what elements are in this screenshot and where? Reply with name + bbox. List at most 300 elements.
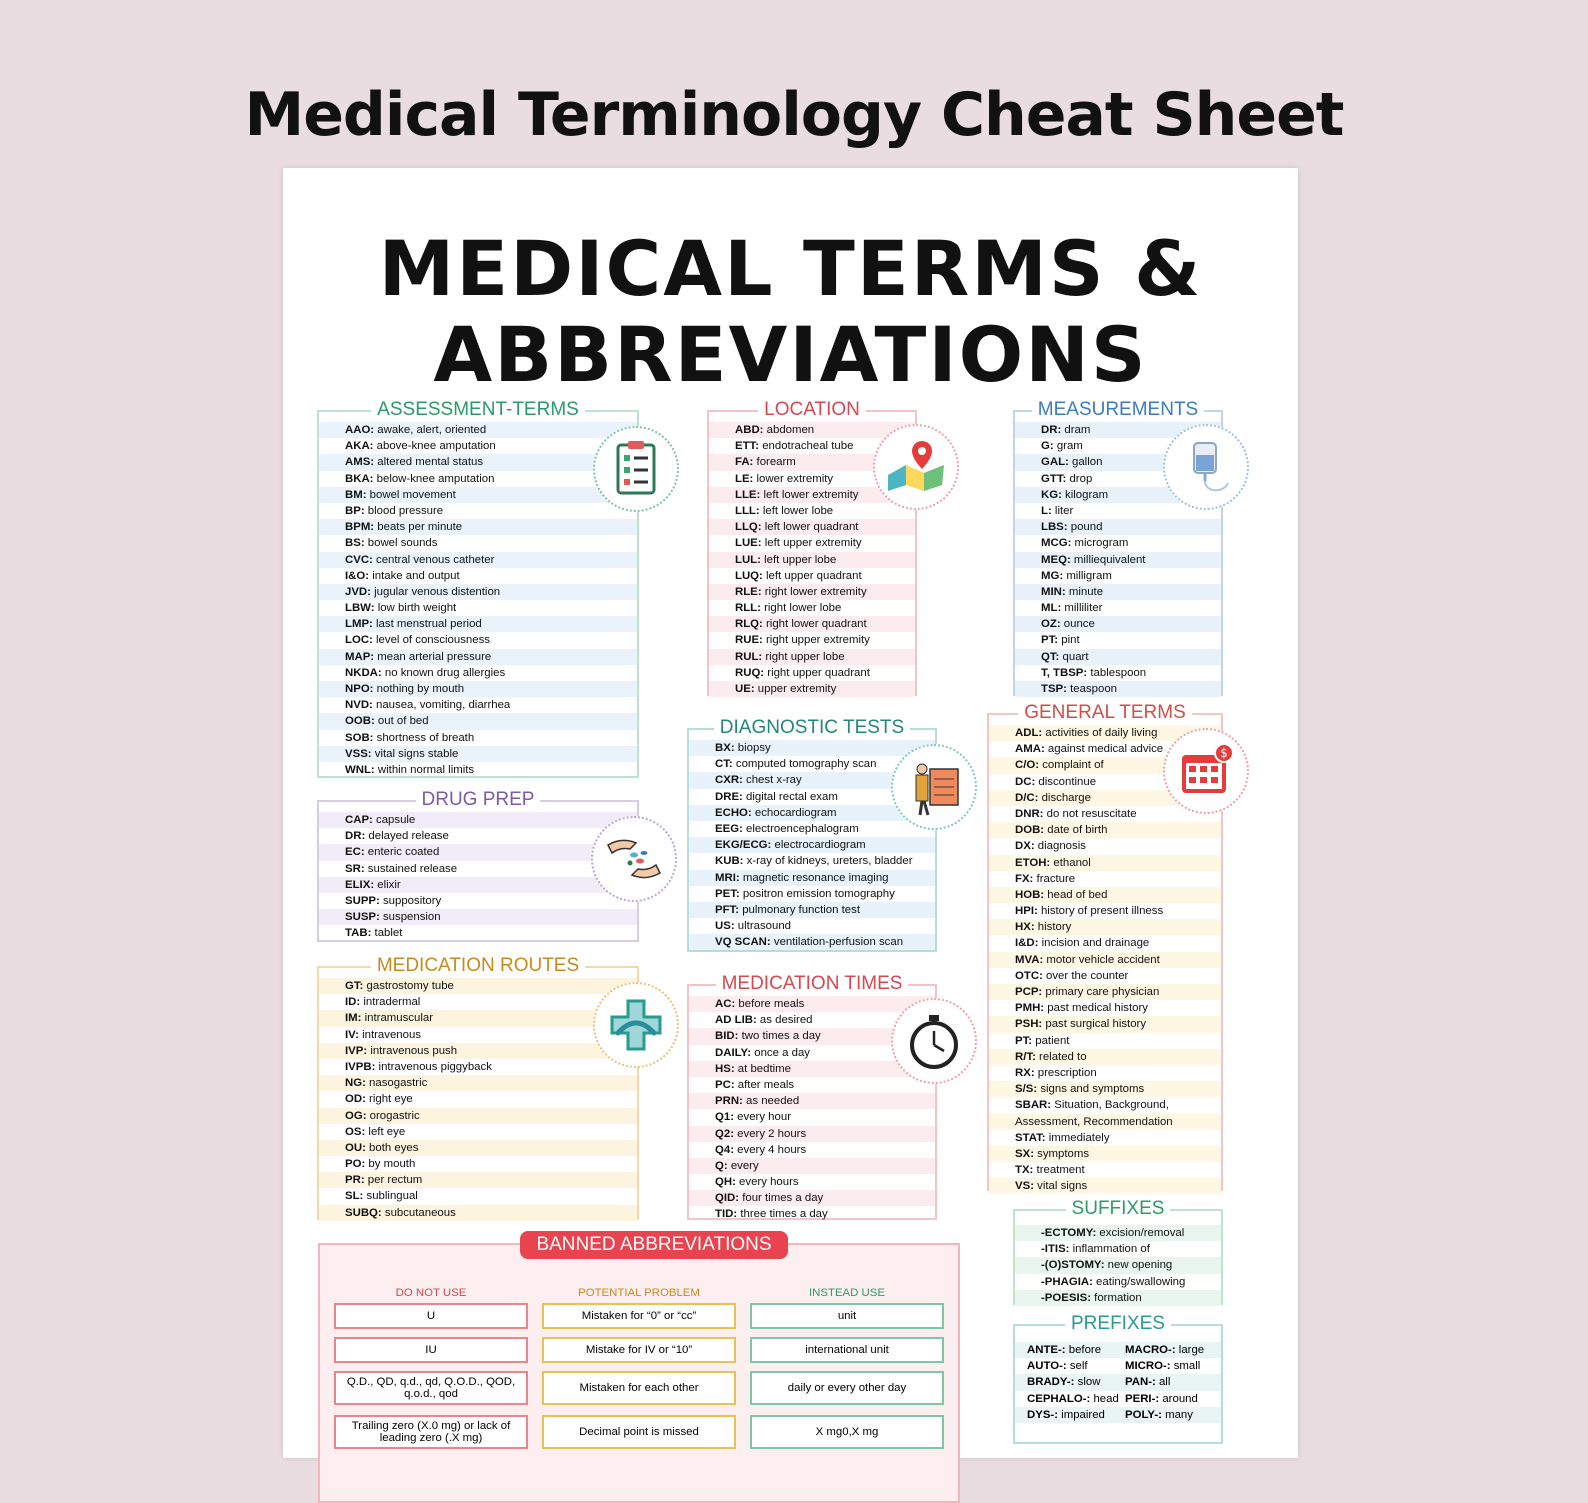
term-row [709, 535, 915, 551]
banned-cell: IU [334, 1337, 528, 1363]
term-definition: within normal limits [374, 763, 475, 776]
term-abbreviation: LOC: [345, 634, 373, 647]
prefix-row [1015, 1342, 1221, 1358]
term-abbreviation: -POESIS: [1041, 1291, 1092, 1304]
svg-text:$: $ [1220, 746, 1228, 760]
term-row [319, 762, 637, 778]
term-abbreviation: TID: [715, 1208, 738, 1221]
term-definition: enteric coated [364, 846, 440, 859]
term-row [989, 822, 1221, 838]
term-definition: once a day [751, 1046, 810, 1059]
term-definition: gallon [1068, 456, 1103, 469]
term-abbreviation: QID: [715, 1192, 740, 1205]
term-row [319, 1156, 637, 1172]
term-definition: complaint of [1039, 759, 1104, 772]
term-definition: intravenous piggyback [375, 1060, 492, 1073]
term-abbreviation: ELIX: [345, 878, 375, 891]
term-definition: both eyes [365, 1141, 419, 1154]
term-definition: subcutaneous [381, 1206, 456, 1219]
term-abbreviation: MEQ: [1041, 553, 1071, 566]
term-row [1015, 1225, 1221, 1241]
prefix-row [1015, 1391, 1221, 1407]
term-definition: endotracheal tube [759, 440, 854, 453]
prefix-row [1015, 1407, 1221, 1423]
term-row [319, 1091, 637, 1107]
term-definition: right upper quadrant [764, 666, 870, 679]
term-definition: digital rectal exam [742, 790, 838, 803]
term-abbreviation: ETOH: [1015, 856, 1051, 869]
term-definition: left upper extremity [761, 537, 862, 550]
term-definition: left lower lobe [759, 504, 834, 517]
term-abbreviation: NVD: [345, 699, 373, 712]
term-row [689, 1093, 935, 1109]
term-abbreviation: RLE: [735, 585, 762, 598]
term-abbreviation: LUQ: [735, 569, 763, 582]
term-abbreviation: I&O: [345, 569, 370, 582]
term-abbreviation: OZ: [1041, 618, 1061, 631]
term-abbreviation: AMS: [345, 456, 375, 469]
term-abbreviation: TSP: [1041, 683, 1067, 695]
banned-abbreviations-section [318, 1234, 960, 1503]
term-definition: mean arterial pressure [374, 650, 492, 663]
term-abbreviation: OU: [345, 1141, 366, 1154]
term-definition: bowel sounds [364, 537, 438, 550]
term-row [689, 1174, 935, 1190]
term-definition: motor vehicle accident [1043, 953, 1160, 966]
term-definition: every 4 hours [734, 1143, 807, 1156]
term-abbreviation: HPI: [1015, 905, 1038, 918]
term-row [319, 994, 637, 1010]
term-row [689, 837, 935, 853]
term-abbreviation: SR: [345, 862, 365, 875]
term-row [689, 1190, 935, 1206]
banned-cell: U [334, 1303, 528, 1329]
term-row [319, 893, 637, 909]
term-definition: past surgical history [1042, 1018, 1147, 1031]
term-definition: nothing by mouth [373, 683, 465, 695]
drug-prep-section [317, 789, 639, 942]
term-abbreviation: QT: [1041, 650, 1060, 663]
term-definition: teaspoon [1066, 683, 1117, 695]
term-abbreviation: BID: [715, 1030, 739, 1043]
term-definition: against medical advice [1044, 743, 1164, 756]
term-definition: shortness of breath [373, 731, 475, 744]
term-row [689, 1109, 935, 1125]
term-abbreviation: DAILY: [715, 1046, 752, 1059]
term-abbreviation: PO: [345, 1158, 366, 1171]
term-row [989, 871, 1221, 887]
term-definition: pint [1058, 634, 1080, 647]
term-row [1015, 600, 1221, 616]
section-title: DRUG PREP [319, 789, 637, 811]
term-row [989, 855, 1221, 871]
term-abbreviation: -ECTOMY: [1041, 1227, 1097, 1239]
term-abbreviation: AMA: [1015, 743, 1045, 756]
term-row [989, 1178, 1221, 1194]
term-abbreviation: PT: [1041, 634, 1059, 647]
term-abbreviation: LLQ: [735, 521, 762, 534]
term-definition: symptoms [1034, 1147, 1090, 1160]
term-row [689, 886, 935, 902]
term-row [1015, 535, 1221, 551]
prefix-item: PERI-: around [1125, 1392, 1198, 1405]
term-definition: orogastric [366, 1109, 420, 1122]
term-abbreviation: ADL: [1015, 727, 1043, 739]
term-definition: right eye [365, 1093, 413, 1106]
term-definition: forearm [753, 456, 796, 469]
term-abbreviation: HS: [715, 1062, 735, 1075]
term-row [709, 552, 915, 568]
term-definition: delayed release [365, 830, 449, 843]
term-definition: do not resuscitate [1043, 807, 1137, 820]
term-row [319, 584, 637, 600]
term-row [989, 838, 1221, 854]
banned-cell: Mistaken for “0” or “cc” [542, 1303, 736, 1329]
term-definition: low birth weight [374, 602, 457, 615]
term-definition: vital signs stable [371, 747, 459, 760]
term-row [319, 616, 637, 632]
term-row [1015, 649, 1221, 665]
term-row [319, 1124, 637, 1140]
term-abbreviation: VQ SCAN: [715, 936, 771, 949]
term-abbreviation: ETT: [735, 440, 760, 453]
term-row [709, 681, 915, 697]
term-abbreviation: SX: [1015, 1147, 1034, 1160]
term-abbreviation: DC: [1015, 775, 1036, 788]
term-row [319, 877, 637, 893]
term-abbreviation: ABD: [735, 424, 764, 436]
term-definition: at bedtime [734, 1062, 791, 1075]
term-abbreviation: GTT: [1041, 472, 1067, 485]
term-abbreviation: MVA: [1015, 953, 1044, 966]
term-abbreviation: DR: [345, 830, 366, 843]
term-definition: right lower quadrant [762, 618, 867, 631]
term-definition: pound [1067, 521, 1103, 534]
term-definition: abdomen [763, 424, 815, 436]
term-definition: out of bed [374, 715, 429, 728]
term-definition: every 2 hours [734, 1127, 807, 1140]
term-abbreviation: RUL: [735, 650, 763, 663]
term-abbreviation: US: [715, 920, 735, 933]
term-row [989, 1033, 1221, 1049]
term-definition: Situation, Background, [1051, 1099, 1169, 1112]
term-row [319, 1010, 637, 1026]
term-row [989, 1000, 1221, 1016]
banned-cell: Mistaken for each other [542, 1371, 736, 1405]
term-row [319, 861, 637, 877]
term-row [319, 1205, 637, 1221]
term-definition: primary care physician [1042, 986, 1160, 998]
calendar-icon [1163, 728, 1249, 814]
term-row [319, 649, 637, 665]
term-row [989, 1162, 1221, 1178]
pills-hands-icon [591, 816, 677, 902]
term-row [989, 1146, 1221, 1162]
prefixes-section [1013, 1313, 1223, 1444]
term-row [319, 471, 637, 487]
term-definition: intravenous [358, 1028, 421, 1041]
section-title: MEDICATION ROUTES [319, 955, 637, 977]
term-row [319, 1140, 637, 1156]
term-list [319, 422, 637, 778]
term-definition: minute [1065, 585, 1104, 598]
section-title: MEASUREMENTS [1015, 399, 1221, 421]
term-definition: gram [1053, 440, 1083, 453]
term-abbreviation: OOB: [345, 715, 375, 728]
term-definition: left upper quadrant [762, 569, 862, 582]
term-definition: computed tomography scan [732, 758, 877, 771]
term-abbreviation: DX: [1015, 840, 1035, 853]
term-abbreviation: PSH: [1015, 1018, 1043, 1031]
term-abbreviation: IVP: [345, 1044, 368, 1057]
term-row [689, 870, 935, 886]
doctor-chart-icon [891, 744, 977, 830]
medical-cross-icon [593, 982, 679, 1068]
banned-cell: Trailing zero (X.0 mg) or lack of leading zero (.X mg) [334, 1415, 528, 1449]
term-abbreviation: PMH: [1015, 1002, 1045, 1015]
term-abbreviation: JVD: [345, 585, 371, 598]
term-definition: four times a day [739, 1192, 824, 1205]
term-row [319, 925, 637, 941]
term-definition: per rectum [364, 1174, 423, 1187]
term-definition: intravenous push [367, 1044, 458, 1057]
term-row [319, 454, 637, 470]
term-abbreviation: S/S: [1015, 1083, 1038, 1096]
term-row [319, 1172, 637, 1188]
term-abbreviation: T, TBSP: [1041, 666, 1088, 679]
term-definition: before meals [735, 998, 805, 1010]
term-row [989, 1049, 1221, 1065]
term-row [989, 984, 1221, 1000]
term-definition: upper extremity [754, 683, 837, 695]
banned-cell: Q.D., QD, q.d., qd, Q.O.D., QOD, q.o.d., qod [334, 1371, 528, 1405]
term-abbreviation: MG: [1041, 569, 1064, 582]
term-row [319, 1188, 637, 1204]
term-abbreviation: TAB: [345, 927, 372, 940]
term-definition: diagnosis [1034, 840, 1086, 853]
term-abbreviation: MCG: [1041, 537, 1072, 550]
term-definition: left eye [365, 1125, 406, 1138]
assessment-terms-section [317, 399, 639, 778]
term-abbreviation: SUPP: [345, 894, 380, 907]
term-abbreviation: OTC: [1015, 969, 1043, 982]
term-abbreviation: HX: [1015, 921, 1035, 934]
term-row [319, 1043, 637, 1059]
term-definition: ethanol [1050, 856, 1091, 869]
prefix-item: ANTE-: before [1027, 1344, 1102, 1356]
term-row [989, 919, 1221, 935]
term-abbreviation: BX: [715, 742, 735, 754]
term-row [1015, 665, 1221, 681]
term-definition: every [727, 1159, 759, 1172]
section-title: DIAGNOSTIC TESTS [689, 717, 935, 739]
term-row [319, 812, 637, 828]
term-row [989, 1016, 1221, 1032]
potential-problem-header: POTENTIAL PROBLEM [542, 1287, 736, 1299]
term-row [689, 1158, 935, 1174]
term-definition: head of bed [1044, 888, 1108, 901]
term-row [319, 600, 637, 616]
term-row [1015, 1274, 1221, 1290]
term-row [689, 902, 935, 918]
prefix-item: AUTO-: self [1027, 1360, 1088, 1373]
term-abbreviation: MAP: [345, 650, 375, 663]
term-definition: below-knee amputation [373, 472, 495, 485]
term-abbreviation: SBAR: [1015, 1099, 1052, 1112]
term-row [319, 503, 637, 519]
term-abbreviation: PR: [345, 1174, 365, 1187]
term-definition: central venous catheter [372, 553, 495, 566]
term-definition: echocardiogram [751, 806, 837, 819]
term-row [319, 1059, 637, 1075]
term-abbreviation: DOB: [1015, 824, 1045, 837]
term-definition: electrocardiogram [771, 839, 866, 852]
term-definition: elixir [374, 878, 401, 891]
term-abbreviation: BPM: [345, 521, 375, 534]
term-abbreviation: SL: [345, 1190, 364, 1203]
term-row [1015, 568, 1221, 584]
term-definition: above-knee amputation [373, 440, 496, 453]
term-abbreviation: BP: [345, 504, 365, 517]
term-abbreviation: OD: [345, 1093, 366, 1106]
term-definition: level of consciousness [372, 634, 490, 647]
term-definition: intake and output [369, 569, 460, 582]
prefix-item: POLY-: many [1125, 1408, 1193, 1421]
term-definition: history of present illness [1037, 905, 1164, 918]
term-row [689, 821, 935, 837]
term-definition: right lower extremity [761, 585, 867, 598]
term-abbreviation: CXR: [715, 774, 743, 787]
term-row [989, 887, 1221, 903]
term-row [989, 1081, 1221, 1097]
term-definition: as needed [742, 1095, 800, 1108]
term-definition: intradermal [360, 996, 421, 1009]
term-definition: left lower quadrant [761, 521, 859, 534]
term-definition: no known drug allergies [381, 666, 506, 679]
section-title: PREFIXES [1015, 1313, 1221, 1335]
banned-cell: Mistake for IV or “10” [542, 1337, 736, 1363]
term-row [319, 1075, 637, 1091]
term-definition: history [1034, 921, 1072, 934]
iv-bag-icon [1163, 424, 1249, 510]
term-abbreviation: I&D: [1015, 937, 1039, 950]
term-row [689, 934, 935, 950]
term-abbreviation: UE: [735, 683, 755, 695]
term-abbreviation: BS: [345, 537, 365, 550]
prefix-item: MACRO-: large [1125, 1344, 1205, 1356]
term-definition: beats per minute [374, 521, 463, 534]
term-abbreviation: DRE: [715, 790, 743, 803]
term-definition: milliliter [1061, 602, 1103, 615]
term-abbreviation: CVC: [345, 553, 373, 566]
term-list [319, 978, 637, 1221]
term-definition: right lower lobe [760, 602, 842, 615]
term-abbreviation: LUL: [735, 553, 761, 566]
term-abbreviation: AC: [715, 998, 736, 1010]
term-row [709, 665, 915, 681]
term-definition: suppository [379, 894, 442, 907]
term-row [989, 952, 1221, 968]
term-abbreviation: VSS: [345, 747, 372, 760]
main-title: MEDICAL TERMS & ABBREVIATIONS [378, 224, 1203, 399]
term-row [1015, 584, 1221, 600]
term-definition: nausea, vomiting, diarrhea [372, 699, 511, 712]
term-definition: fracture [1033, 872, 1076, 885]
banned-cell: unit [750, 1303, 944, 1329]
term-abbreviation: NG: [345, 1077, 366, 1090]
term-definition: awake, alert, oriented [374, 424, 487, 436]
clipboard-checklist-icon [593, 426, 679, 512]
term-definition: tablet [371, 927, 403, 940]
term-definition: jugular venous distention [370, 585, 501, 598]
term-abbreviation: PFT: [715, 903, 740, 916]
term-row [319, 519, 637, 535]
section-title: GENERAL TERMS [989, 702, 1221, 724]
term-abbreviation: DNR: [1015, 807, 1044, 820]
term-definition: discharge [1038, 791, 1091, 804]
term-row [709, 519, 915, 535]
term-definition: quart [1059, 650, 1089, 663]
term-row [1015, 519, 1221, 535]
term-abbreviation: LLL: [735, 504, 760, 517]
term-abbreviation: MIN: [1041, 585, 1066, 598]
term-definition: magnetic resonance imaging [739, 871, 889, 884]
term-definition: positron emission tomography [739, 887, 895, 900]
term-abbreviation: -ITIS: [1041, 1243, 1070, 1256]
term-abbreviation: Q4: [715, 1143, 734, 1156]
term-definition: bowel movement [366, 488, 456, 501]
term-row [319, 681, 637, 697]
term-abbreviation: FA: [735, 456, 754, 469]
term-abbreviation: SUSP: [345, 911, 380, 924]
term-definition: every hour [734, 1111, 791, 1124]
term-row [989, 935, 1221, 951]
term-row [1015, 616, 1221, 632]
term-definition: liter [1051, 504, 1074, 517]
term-definition: sustained release [364, 862, 458, 875]
term-row [989, 1065, 1221, 1081]
section-title: SUFFIXES [1015, 1198, 1221, 1220]
term-definition: discontinue [1035, 775, 1097, 788]
term-abbreviation: AKA: [345, 440, 374, 453]
term-abbreviation: LLE: [735, 488, 761, 501]
term-definition: prescription [1034, 1066, 1097, 1079]
term-row [989, 1114, 1221, 1130]
term-abbreviation: LE: [735, 472, 754, 485]
term-definition: intramuscular [361, 1012, 433, 1025]
term-abbreviation: GT: [345, 980, 364, 992]
term-row [1015, 1257, 1221, 1273]
term-abbreviation: DR: [1041, 424, 1062, 436]
prefix-row [1015, 1374, 1221, 1390]
term-definition: right upper extremity [762, 634, 870, 647]
term-definition: immediately [1045, 1131, 1110, 1144]
term-definition: milligram [1063, 569, 1112, 582]
term-definition: three times a day [737, 1208, 828, 1221]
term-abbreviation: CT: [715, 758, 733, 771]
term-abbreviation: LBW: [345, 602, 375, 615]
term-definition: over the counter [1042, 969, 1129, 982]
term-abbreviation: R/T: [1015, 1050, 1036, 1063]
term-row [319, 632, 637, 648]
term-abbreviation: C/O: [1015, 759, 1040, 772]
term-abbreviation: G: [1041, 440, 1054, 453]
term-definition: lower extremity [753, 472, 834, 485]
term-row [989, 968, 1221, 984]
term-definition: formation [1091, 1291, 1142, 1304]
term-definition: after meals [734, 1078, 795, 1091]
term-definition: eating/swallowing [1092, 1275, 1186, 1288]
